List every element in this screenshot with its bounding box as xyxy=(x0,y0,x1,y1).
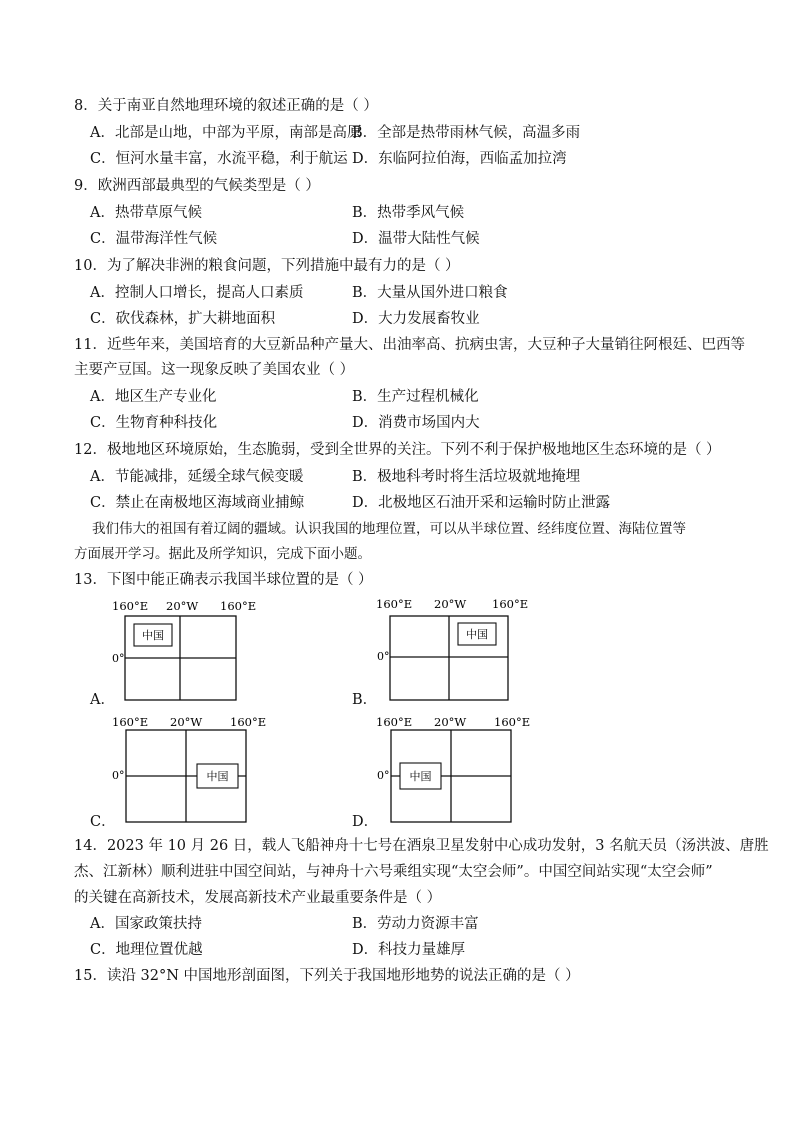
question-11-stem-line-2: 主要产豆国。这一现象反映了美国农业（ ） xyxy=(74,362,355,378)
question-14-stem-line-1: 14．2023 年 10 月 26 日，载人飞船神舟十七号在酒泉卫星发射中心成功发射，3 名航天员（汤洪波、唐胜 xyxy=(74,838,769,854)
q11-option-a: A．地区生产专业化 xyxy=(90,389,217,405)
q8-option-b: B．全部是热带雨林气候，高温多雨 xyxy=(352,125,581,141)
q14-option-a: A．国家政策扶持 xyxy=(90,916,202,932)
q10-option-b: B．大量从国外进口粮食 xyxy=(352,285,508,301)
question-8-stem: 8．关于南亚自然地理环境的叙述正确的是（ ） xyxy=(74,98,378,114)
lon-label-right: 160°E xyxy=(492,597,529,611)
q8-option-c: C．恒河水量丰富，水流平稳，利于航运 xyxy=(90,151,348,167)
lon-label-right: 160°E xyxy=(230,715,267,729)
diagram-c xyxy=(110,712,270,828)
diagram-d-letter: D． xyxy=(352,814,379,830)
passage-line-2: 方面展开学习。据此及所学知识，完成下面小题。 xyxy=(74,546,371,562)
lon-label-mid: 20°W xyxy=(434,597,467,611)
q14-option-d: D．科技力量雄厚 xyxy=(352,942,466,958)
lon-label-mid: 20°W xyxy=(170,715,203,729)
lon-label-mid: 20°W xyxy=(166,599,199,613)
equator-label: 0° xyxy=(377,769,390,782)
china-label: 中国 xyxy=(409,770,432,783)
q11-option-b: B．生产过程机械化 xyxy=(352,389,479,405)
q11-option-c: C．生物育种科技化 xyxy=(90,415,218,431)
diagram-d xyxy=(376,712,531,828)
question-10-stem: 10．为了解决非洲的粮食问题，下列措施中最有力的是（ ） xyxy=(74,258,460,274)
diagram-a-letter: A． xyxy=(90,692,115,708)
question-14-stem-line-3: 的关键在高新技术，发展高新技术产业最重要条件是（ ） xyxy=(74,890,442,906)
lon-label-right: 160°E xyxy=(494,715,531,729)
q9-option-a: A．热带草原气候 xyxy=(90,205,202,221)
question-14-stem-line-2: 杰、江新林）顺利进驻中国空间站，与神舟十六号乘组实现“太空会师”。中国空间站实现“太空会师” xyxy=(74,864,713,880)
equator-label: 0° xyxy=(112,652,125,665)
question-11-stem-line-1: 11．近些年来，美国培育的大豆新品种产量大、出油率高、抗病虫害，大豆种子大量销往阿根廷、巴西等 xyxy=(74,337,745,353)
equator-label: 0° xyxy=(377,650,390,663)
q10-option-d: D．大力发展畜牧业 xyxy=(352,311,480,327)
q8-option-a: A．北部是山地，中部为平原，南部是高原 xyxy=(90,125,362,141)
china-label: 中国 xyxy=(466,628,488,641)
lon-label-right: 160°E xyxy=(220,599,257,613)
q11-option-d: D．消费市场国内大 xyxy=(352,415,480,431)
china-label: 中国 xyxy=(206,770,229,783)
question-15-stem: 15．读沿 32°N 中国地形剖面图，下列关于我国地形地势的说法正确的是（ ） xyxy=(74,968,580,984)
passage-line-1: 我们伟大的祖国有着辽阔的疆域。认识我国的地理位置，可以从半球位置、经纬度位置、海陆位置等 xyxy=(92,521,686,537)
question-12-stem: 12．极地地区环境原始，生态脆弱，受到全世界的关注。下列不利于保护极地地区生态环境的是（ ） xyxy=(74,442,721,458)
q12-option-b: B．极地科考时将生活垃圾就地掩埋 xyxy=(352,469,581,485)
q9-option-c: C．温带海洋性气候 xyxy=(90,231,218,247)
question-9-stem: 9．欧洲西部最典型的气候类型是（ ） xyxy=(74,178,320,194)
q9-option-b: B．热带季风气候 xyxy=(352,205,465,221)
diagram-a xyxy=(110,596,257,706)
question-13-stem: 13．下图中能正确表示我国半球位置的是（ ） xyxy=(74,572,373,588)
equator-label: 0° xyxy=(112,769,125,782)
q12-option-a: A．节能减排，延缓全球气候变暖 xyxy=(90,469,304,485)
q10-option-c: C．砍伐森林，扩大耕地面积 xyxy=(90,311,276,327)
q14-option-b: B．劳动力资源丰富 xyxy=(352,916,479,932)
q12-option-c: C．禁止在南极地区海域商业捕鲸 xyxy=(90,495,305,511)
diagram-b xyxy=(376,594,529,706)
q8-option-d: D．东临阿拉伯海，西临孟加拉湾 xyxy=(352,151,567,167)
china-label: 中国 xyxy=(142,629,164,642)
diagram-b-letter: B． xyxy=(352,692,378,708)
lon-label-left: 160°E xyxy=(112,715,149,729)
q10-option-a: A．控制人口增长，提高人口素质 xyxy=(90,285,304,301)
q14-option-c: C．地理位置优越 xyxy=(90,942,203,958)
lon-label-left: 160°E xyxy=(112,599,149,613)
lon-label-mid: 20°W xyxy=(434,715,467,729)
q9-option-d: D．温带大陆性气候 xyxy=(352,231,480,247)
q12-option-d: D．北极地区石油开采和运输时防止泄露 xyxy=(352,495,611,511)
lon-label-left: 160°E xyxy=(376,715,413,729)
diagram-c-letter: C． xyxy=(90,814,116,830)
lon-label-left: 160°E xyxy=(376,597,413,611)
